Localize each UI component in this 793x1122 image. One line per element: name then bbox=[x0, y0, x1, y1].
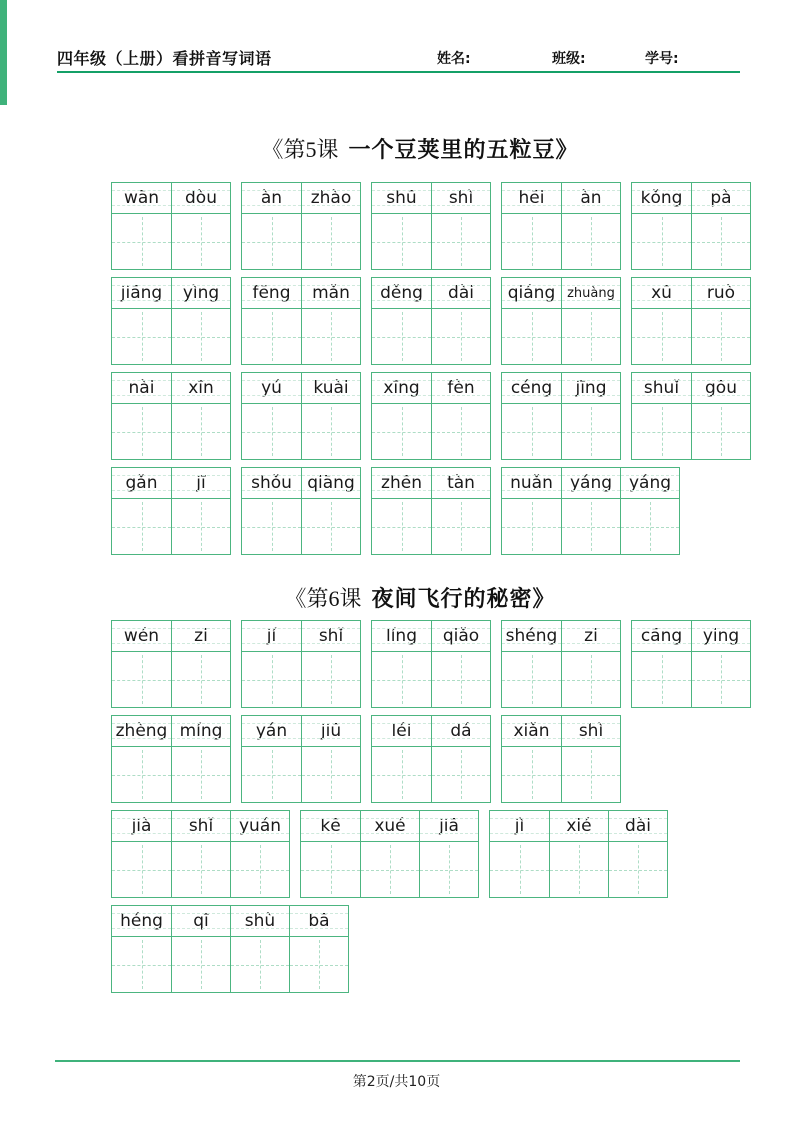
writing-cell bbox=[242, 309, 301, 364]
writing-cells bbox=[242, 403, 360, 459]
word-group bbox=[241, 372, 361, 460]
writing-cell bbox=[112, 499, 171, 554]
writing-cells bbox=[372, 498, 490, 554]
pinyin-cell: wén bbox=[112, 621, 171, 651]
word-row bbox=[111, 277, 736, 365]
pinyin-cells bbox=[502, 621, 620, 651]
word-row bbox=[111, 810, 736, 898]
writing-cell bbox=[561, 404, 620, 459]
pinyin-cell: shǐ bbox=[171, 811, 230, 841]
pinyin-cell: jīng bbox=[561, 373, 620, 403]
pinyin-cell: xīng bbox=[372, 373, 431, 403]
writing-cell bbox=[112, 842, 171, 897]
writing-cell bbox=[561, 214, 620, 269]
word-group bbox=[300, 810, 479, 898]
pinyin-cells bbox=[372, 621, 490, 651]
pinyin-cell: ying bbox=[691, 621, 750, 651]
writing-cell bbox=[112, 747, 171, 802]
pinyin-cell: yú bbox=[242, 373, 301, 403]
pinyin-cells bbox=[502, 468, 679, 498]
pinyin-cell: yáng bbox=[561, 468, 620, 498]
pinyin-cell: zi bbox=[561, 621, 620, 651]
writing-cells bbox=[490, 841, 667, 897]
pinyin-cells bbox=[112, 906, 348, 936]
writing-cell bbox=[289, 937, 348, 992]
pinyin-cells bbox=[112, 278, 230, 308]
writing-cell bbox=[691, 404, 750, 459]
pinyin-cell: jì bbox=[490, 811, 549, 841]
pinyin-cell: dòu bbox=[171, 183, 230, 213]
word-row bbox=[111, 182, 736, 270]
pinyin-cell: zhào bbox=[301, 183, 360, 213]
writing-cell bbox=[171, 214, 230, 269]
pinyin-cell: yán bbox=[242, 716, 301, 746]
word-group bbox=[241, 715, 361, 803]
writing-cells bbox=[112, 746, 230, 802]
pinyin-cell: míng bbox=[171, 716, 230, 746]
writing-cells bbox=[632, 213, 750, 269]
pinyin-cell: jiū bbox=[301, 716, 360, 746]
word-group bbox=[111, 372, 231, 460]
word-group bbox=[501, 182, 621, 270]
pinyin-cells bbox=[112, 716, 230, 746]
writing-cell bbox=[360, 842, 419, 897]
word-group bbox=[501, 620, 621, 708]
word-group bbox=[111, 467, 231, 555]
word-group bbox=[501, 277, 621, 365]
writing-cell bbox=[431, 652, 490, 707]
lessons bbox=[111, 130, 740, 1000]
word-group bbox=[371, 467, 491, 555]
writing-cells bbox=[112, 308, 230, 364]
pinyin-cell: zhèng bbox=[112, 716, 171, 746]
pinyin-cells bbox=[632, 621, 750, 651]
writing-cell bbox=[230, 937, 289, 992]
writing-cell bbox=[502, 404, 561, 459]
footer-divider bbox=[55, 1060, 740, 1062]
pinyin-cell: xiǎn bbox=[502, 716, 561, 746]
pinyin-cell: yìng bbox=[171, 278, 230, 308]
pinyin-cells bbox=[242, 716, 360, 746]
word-row bbox=[111, 467, 736, 555]
pinyin-cell: nuǎn bbox=[502, 468, 561, 498]
word-group bbox=[371, 182, 491, 270]
pinyin-cells bbox=[112, 468, 230, 498]
writing-cell bbox=[608, 842, 667, 897]
writing-cell bbox=[431, 747, 490, 802]
pinyin-cells bbox=[372, 183, 490, 213]
pinyin-cells bbox=[301, 811, 478, 841]
pinyin-cells bbox=[372, 468, 490, 498]
writing-cells bbox=[242, 746, 360, 802]
pinyin-cell: cāng bbox=[632, 621, 691, 651]
writing-cell bbox=[242, 747, 301, 802]
word-group bbox=[111, 905, 349, 993]
writing-cells bbox=[112, 651, 230, 707]
writing-cell bbox=[372, 499, 431, 554]
writing-cells bbox=[242, 213, 360, 269]
pinyin-cells bbox=[112, 373, 230, 403]
pinyin-cell: shǒu bbox=[242, 468, 301, 498]
word-group bbox=[111, 810, 290, 898]
pinyin-cell: shuǐ bbox=[632, 373, 691, 403]
writing-cell bbox=[372, 309, 431, 364]
pinyin-cell: dài bbox=[431, 278, 490, 308]
pinyin-cell: shéng bbox=[502, 621, 561, 651]
lesson-number: 《第5课 bbox=[261, 137, 339, 162]
pinyin-cells bbox=[502, 278, 620, 308]
pinyin-cells bbox=[632, 373, 750, 403]
writing-cell bbox=[230, 842, 289, 897]
pinyin-cell: zhēn bbox=[372, 468, 431, 498]
writing-cell bbox=[171, 499, 230, 554]
writing-cell bbox=[112, 214, 171, 269]
writing-cells bbox=[502, 213, 620, 269]
pinyin-cell: jí bbox=[242, 621, 301, 651]
writing-cells bbox=[372, 651, 490, 707]
pinyin-cell: yáng bbox=[620, 468, 679, 498]
word-group bbox=[631, 620, 751, 708]
pinyin-cells bbox=[112, 183, 230, 213]
writing-cells bbox=[502, 308, 620, 364]
writing-cell bbox=[561, 499, 620, 554]
pinyin-cell: àn bbox=[561, 183, 620, 213]
writing-cell bbox=[242, 652, 301, 707]
pinyin-cells bbox=[112, 811, 289, 841]
pinyin-cell: xié bbox=[549, 811, 608, 841]
pinyin-cell: hēi bbox=[502, 183, 561, 213]
writing-cell bbox=[171, 404, 230, 459]
pinyin-cells bbox=[242, 468, 360, 498]
student-id-label: 学号: bbox=[645, 51, 679, 67]
writing-cell bbox=[431, 404, 490, 459]
pinyin-cell: dá bbox=[431, 716, 490, 746]
pinyin-cell: xué bbox=[360, 811, 419, 841]
pinyin-cell: qiāng bbox=[301, 468, 360, 498]
writing-cells bbox=[242, 651, 360, 707]
pinyin-cell: jī bbox=[171, 468, 230, 498]
writing-cells bbox=[632, 651, 750, 707]
writing-cell bbox=[112, 937, 171, 992]
pinyin-cells bbox=[242, 183, 360, 213]
pinyin-cells bbox=[242, 621, 360, 651]
pinyin-cell: qī bbox=[171, 906, 230, 936]
writing-cells bbox=[112, 213, 230, 269]
pinyin-cell: xīn bbox=[171, 373, 230, 403]
writing-cells bbox=[242, 308, 360, 364]
writing-cell bbox=[502, 747, 561, 802]
writing-cell bbox=[301, 309, 360, 364]
pinyin-cell: fēng bbox=[242, 278, 301, 308]
doc-title: 四年级（上册）看拼音写词语 bbox=[57, 49, 272, 68]
writing-cell bbox=[632, 652, 691, 707]
writing-cells bbox=[112, 841, 289, 897]
writing-cells bbox=[632, 308, 750, 364]
word-group bbox=[501, 467, 680, 555]
pinyin-cell: ruò bbox=[691, 278, 750, 308]
writing-cell bbox=[242, 499, 301, 554]
writing-cell bbox=[549, 842, 608, 897]
writing-cells bbox=[632, 403, 750, 459]
word-group bbox=[111, 620, 231, 708]
pinyin-cell: dài bbox=[608, 811, 667, 841]
writing-cell bbox=[490, 842, 549, 897]
writing-cell bbox=[431, 499, 490, 554]
pinyin-cell: jià bbox=[112, 811, 171, 841]
pinyin-cell: nài bbox=[112, 373, 171, 403]
pinyin-cell: zhuàng bbox=[561, 278, 620, 308]
word-row bbox=[111, 372, 736, 460]
pinyin-cells bbox=[502, 373, 620, 403]
writing-cells bbox=[372, 403, 490, 459]
pinyin-cell: léi bbox=[372, 716, 431, 746]
writing-cell bbox=[431, 214, 490, 269]
lesson-number: 《第6课 bbox=[284, 586, 362, 611]
writing-cell bbox=[171, 937, 230, 992]
pinyin-cell: zi bbox=[171, 621, 230, 651]
writing-cell bbox=[301, 842, 360, 897]
pinyin-cells bbox=[372, 278, 490, 308]
writing-cell bbox=[502, 652, 561, 707]
word-group bbox=[241, 467, 361, 555]
writing-cell bbox=[242, 404, 301, 459]
word-row bbox=[111, 620, 740, 708]
pinyin-cell: jiā bbox=[419, 811, 478, 841]
writing-cell bbox=[691, 309, 750, 364]
writing-cell bbox=[171, 652, 230, 707]
writing-cell bbox=[171, 309, 230, 364]
word-group bbox=[631, 372, 751, 460]
pinyin-cells bbox=[242, 373, 360, 403]
pinyin-cells bbox=[372, 716, 490, 746]
name-label: 姓名: bbox=[437, 51, 471, 67]
writing-cells bbox=[372, 213, 490, 269]
writing-cells bbox=[502, 651, 620, 707]
writing-cell bbox=[301, 499, 360, 554]
pinyin-cell: shū bbox=[372, 183, 431, 213]
pinyin-cell: kǒng bbox=[632, 183, 691, 213]
lesson-heading bbox=[111, 130, 729, 170]
writing-cells bbox=[502, 498, 679, 554]
writing-cell bbox=[632, 214, 691, 269]
writing-cell bbox=[632, 309, 691, 364]
pinyin-cell: qiáng bbox=[502, 278, 561, 308]
pinyin-cell: àn bbox=[242, 183, 301, 213]
lesson-title: 夜间飞行的秘密》 bbox=[371, 587, 556, 612]
pinyin-cell: gǎn bbox=[112, 468, 171, 498]
word-group bbox=[501, 372, 621, 460]
writing-cell bbox=[502, 214, 561, 269]
word-group bbox=[111, 182, 231, 270]
writing-cell bbox=[171, 747, 230, 802]
writing-cell bbox=[561, 309, 620, 364]
pinyin-cell: jiāng bbox=[112, 278, 171, 308]
pinyin-cell: shǐ bbox=[301, 621, 360, 651]
pinyin-cell: gōu bbox=[691, 373, 750, 403]
writing-cell bbox=[561, 747, 620, 802]
pinyin-cell: wān bbox=[112, 183, 171, 213]
word-group bbox=[241, 620, 361, 708]
pinyin-cell: kē bbox=[301, 811, 360, 841]
pinyin-cell: líng bbox=[372, 621, 431, 651]
writing-cells bbox=[372, 746, 490, 802]
writing-cell bbox=[691, 214, 750, 269]
writing-cell bbox=[112, 309, 171, 364]
writing-cell bbox=[431, 309, 490, 364]
writing-cell bbox=[301, 652, 360, 707]
word-group bbox=[241, 277, 361, 365]
word-group bbox=[111, 277, 231, 365]
writing-cell bbox=[112, 652, 171, 707]
pinyin-cells bbox=[632, 278, 750, 308]
writing-cells bbox=[112, 936, 348, 992]
pinyin-cell: děng bbox=[372, 278, 431, 308]
word-group bbox=[631, 277, 751, 365]
pinyin-cell: xū bbox=[632, 278, 691, 308]
writing-cell bbox=[502, 499, 561, 554]
pinyin-cell: kuài bbox=[301, 373, 360, 403]
writing-cell bbox=[112, 404, 171, 459]
writing-cell bbox=[372, 404, 431, 459]
pinyin-cell: héng bbox=[112, 906, 171, 936]
writing-cell bbox=[372, 747, 431, 802]
writing-cells bbox=[502, 403, 620, 459]
pinyin-cells bbox=[502, 183, 620, 213]
pinyin-cells bbox=[242, 278, 360, 308]
writing-cell bbox=[620, 499, 679, 554]
pinyin-cell: pà bbox=[691, 183, 750, 213]
pinyin-cell: yuán bbox=[230, 811, 289, 841]
writing-cells bbox=[301, 841, 478, 897]
writing-cell bbox=[301, 747, 360, 802]
writing-cells bbox=[372, 308, 490, 364]
word-group bbox=[631, 182, 751, 270]
writing-cell bbox=[301, 214, 360, 269]
word-row bbox=[111, 715, 736, 803]
word-group bbox=[371, 620, 491, 708]
word-row bbox=[111, 905, 736, 993]
pinyin-cell: qiǎo bbox=[431, 621, 490, 651]
pinyin-cell: tàn bbox=[431, 468, 490, 498]
pinyin-cell: bā bbox=[289, 906, 348, 936]
lesson-title: 一个豆荚里的五粒豆》 bbox=[348, 138, 579, 163]
word-group bbox=[489, 810, 668, 898]
writing-cell bbox=[372, 214, 431, 269]
word-group bbox=[371, 372, 491, 460]
writing-cell bbox=[561, 652, 620, 707]
pinyin-cells bbox=[112, 621, 230, 651]
pinyin-cell: céng bbox=[502, 373, 561, 403]
worksheet-header bbox=[0, 0, 793, 74]
word-group bbox=[241, 182, 361, 270]
pinyin-cell: shì bbox=[561, 716, 620, 746]
writing-cells bbox=[112, 498, 230, 554]
pinyin-cell: fèn bbox=[431, 373, 490, 403]
pinyin-cells bbox=[490, 811, 667, 841]
word-group bbox=[371, 277, 491, 365]
header-divider bbox=[57, 71, 740, 73]
writing-cell bbox=[301, 404, 360, 459]
pinyin-cell: shù bbox=[230, 906, 289, 936]
pinyin-cells bbox=[502, 716, 620, 746]
lesson-heading bbox=[111, 579, 729, 619]
writing-cell bbox=[632, 404, 691, 459]
pinyin-cell: shì bbox=[431, 183, 490, 213]
writing-cell bbox=[419, 842, 478, 897]
writing-cells bbox=[112, 403, 230, 459]
pinyin-cells bbox=[632, 183, 750, 213]
writing-cell bbox=[502, 309, 561, 364]
word-group bbox=[501, 715, 621, 803]
class-label: 班级: bbox=[552, 51, 586, 67]
writing-cell bbox=[171, 842, 230, 897]
writing-cell bbox=[372, 652, 431, 707]
writing-cell bbox=[691, 652, 750, 707]
writing-cell bbox=[242, 214, 301, 269]
page-indicator: 第2页/共10页 bbox=[352, 1074, 441, 1090]
word-group bbox=[371, 715, 491, 803]
pinyin-cell: mǎn bbox=[301, 278, 360, 308]
word-group bbox=[111, 715, 231, 803]
pinyin-cells bbox=[372, 373, 490, 403]
writing-cells bbox=[242, 498, 360, 554]
writing-cells bbox=[502, 746, 620, 802]
